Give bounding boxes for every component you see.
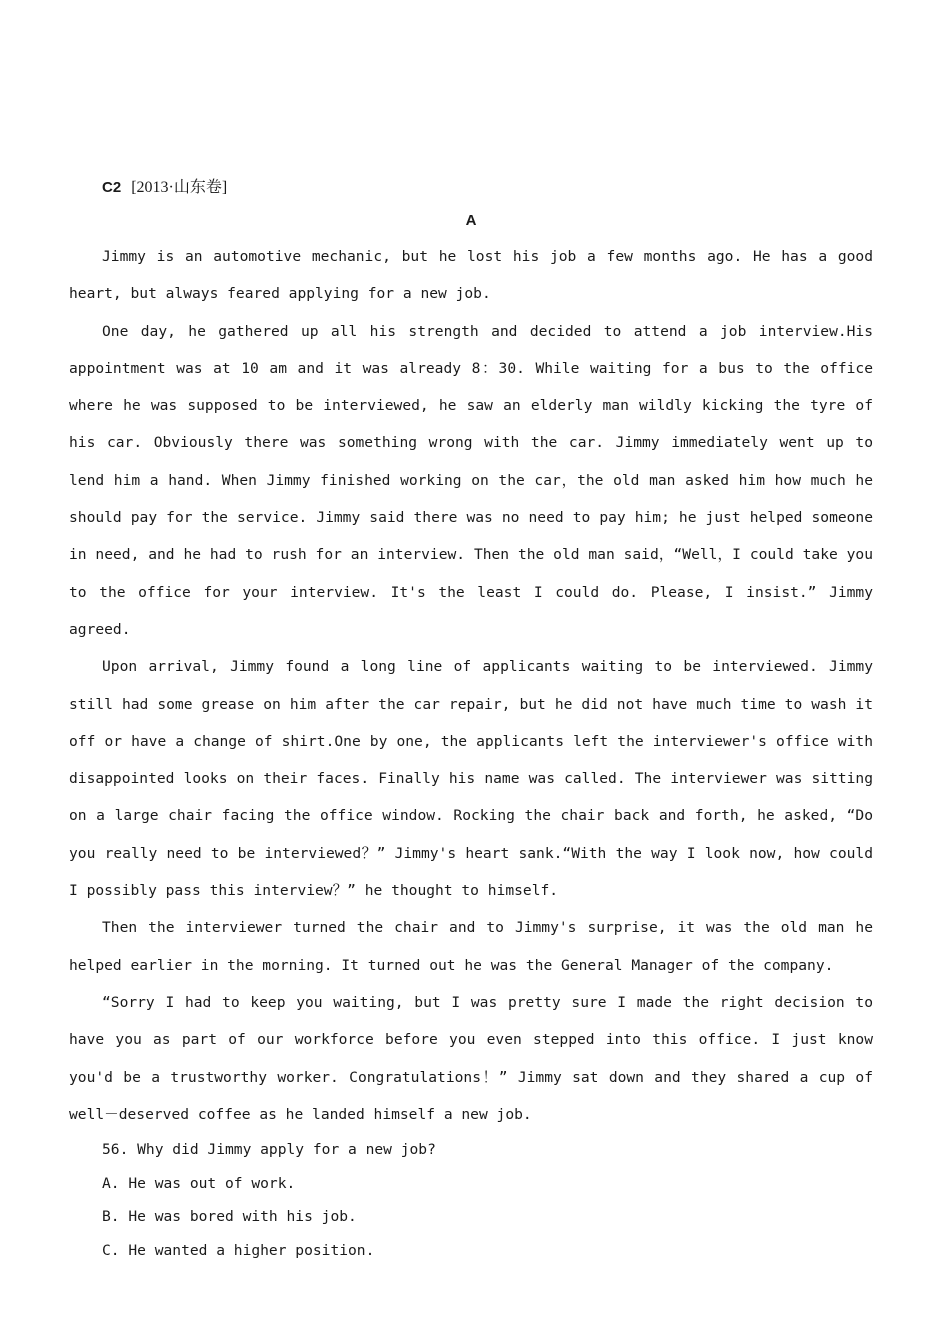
passage-paragraph-5: “Sorry I had to keep you waiting, but I was pretty sure I made the right decision to have you as part of our workforce before you even stepped into this office. I just know you'd be a trustworthy worker. Congratulations！” Jimmy sat down and they shared a cup of well－deserved coffee as he landed himself a new job. xyxy=(69,993,873,1123)
question-source: [2013·山东卷] xyxy=(131,179,228,196)
answer-option-c: C. He wanted a higher position. xyxy=(102,1241,375,1259)
answer-option-b: B. He was bored with his job. xyxy=(102,1208,357,1226)
document-page xyxy=(69,172,873,1267)
question-code: C2 xyxy=(102,179,122,196)
answer-option-a: A. He was out of work. xyxy=(102,1174,296,1192)
question-stem: 56. Why did Jimmy apply for a new job? xyxy=(102,1141,436,1159)
passage-paragraph-2: One day, he gathered up all his strength and decided to attend a job interview.His appointment was at 10 am and it was already 8：30. While waiting for a bus to the office where he was supposed to be interviewed, he saw an elderly man wildly kicking the tyre of his car. Obviously there was something wrong with the car. Jimmy immediately went up to lend him a hand. When Jimmy finished working on the car，the old man asked him how much he should pay for the service. Jimmy said there was no need to pay him; he just helped someone in need, and he had to rush for an interview. Then the old man said，“Well，I could take you to the office for your interview. It's the least I could do. Please, I insist.” Jimmy agreed. xyxy=(69,322,873,638)
passage-title: A xyxy=(465,212,477,229)
passage-paragraph-3: Upon arrival, Jimmy found a long line of applicants waiting to be interviewed. Jimmy still had some grease on him after the car repair, but he did not have much time to wash it off or have a change of shirt.One by one, the applicants left the interviewer's office with disappointed looks on their faces. Finally his name was called. The interviewer was sitting on a large chair facing the office window. Rocking the chair back and forth, he asked, “Do you really need to be interviewed？” Jimmy's heart sank.“With the way I look now, how could I possibly pass this interview？” he thought to himself. xyxy=(69,658,873,900)
passage-paragraph-1: Jimmy is an automotive mechanic, but he lost his job a few months ago. He has a good heart, but always feared applying for a new job. xyxy=(69,248,873,303)
passage-paragraph-4: Then the interviewer turned the chair and to Jimmy's surprise, it was the old man he helped earlier in the morning. It turned out he was the General Manager of the company. xyxy=(69,919,873,974)
question-header xyxy=(69,172,873,204)
